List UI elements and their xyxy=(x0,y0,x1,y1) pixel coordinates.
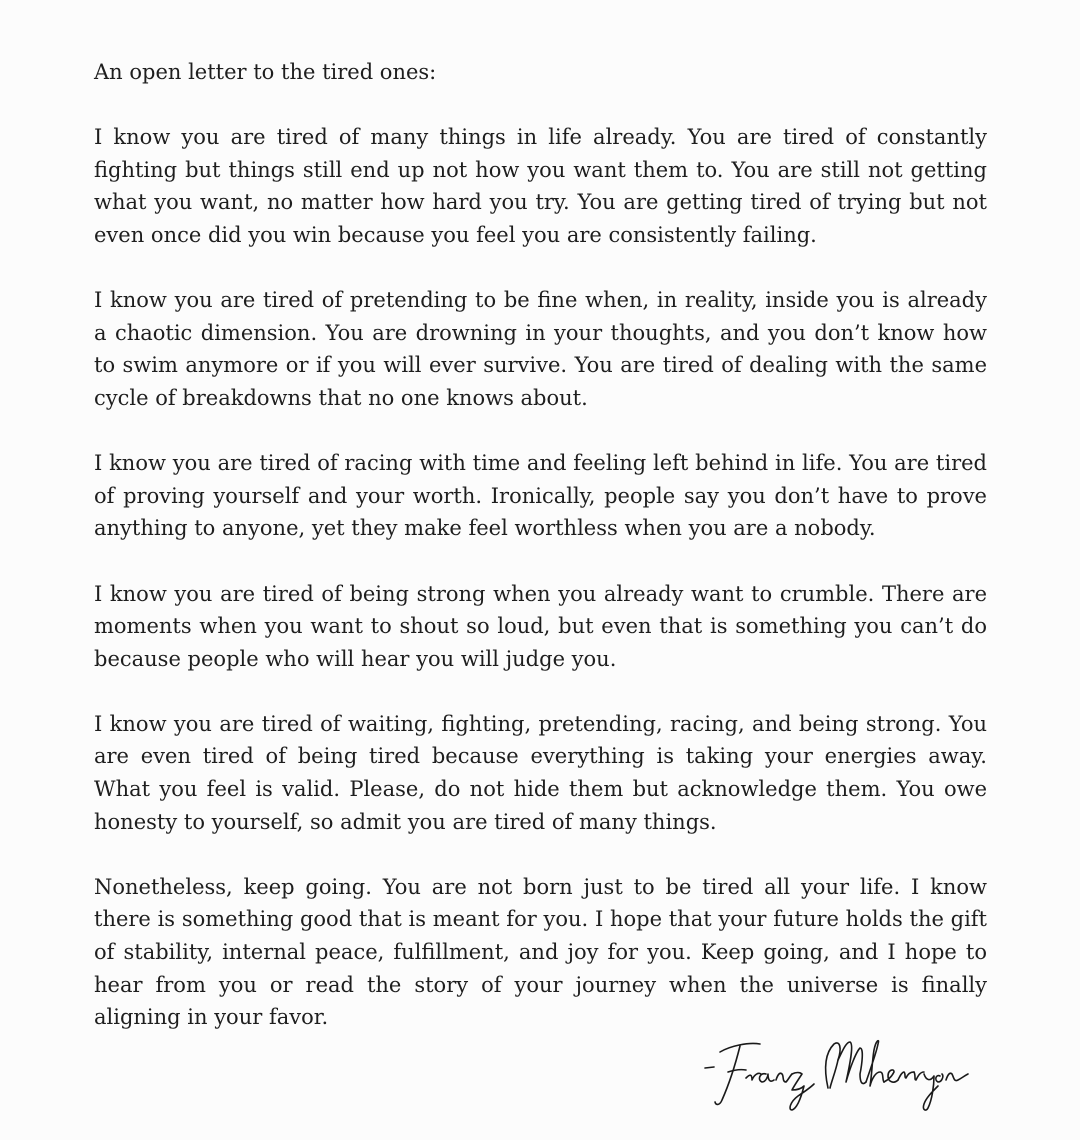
letter-paragraph: Nonetheless, keep going. You are not born just to be tired all your life. I know there is something good that is meant for you. I hope that your future holds the gift of stability, internal peace, fulfillment, and joy for you. Keep going, and I hope to hear from you or read the story of your journey when the universe is finally aligning in your favor. xyxy=(94,874,987,1030)
letter-paragraph: I know you are tired of racing with time and feeling left behind in life. You are tired of proving yourself and your worth. Ironically, people say you don’t have to prove anything to anyone, yet they make feel worthless when you are a nobody. xyxy=(94,451,987,541)
letter-paragraph: I know you are tired of many things in life already. You are tired of constantly fighting but things still end up not how you want them to. You are still not getting what you want, no matter how hard you try. You are getting tired of trying but not even once did you win because you feel you are consistently failing. xyxy=(94,125,987,247)
handwritten-signature xyxy=(700,1030,990,1115)
letter-body xyxy=(94,56,987,1066)
letter-paragraph: I know you are tired of pretending to be fine when, in reality, inside you is already a chaotic dimension. You are drowning in your thoughts, and you don’t know how to swim anymore or if you will ever survive. You are tired of dealing with the same cycle of breakdowns that no one knows about. xyxy=(94,288,987,410)
letter-paragraph: I know you are tired of being strong when you already want to crumble. There are moments when you want to shout so loud, but even that is something you can’t do because people who will hear you will judge you. xyxy=(94,581,987,671)
letter-greeting: An open letter to the tired ones: xyxy=(94,60,437,84)
letter-paragraph: I know you are tired of waiting, fighting, pretending, racing, and being strong. You are even tired of being tired because everything is taking your energies away. What you feel is valid. Please, do not hide them but acknowledge them. You owe honesty to yourself, so admit you are tired of many things. xyxy=(94,711,987,834)
signature-drawing xyxy=(700,1030,990,1115)
